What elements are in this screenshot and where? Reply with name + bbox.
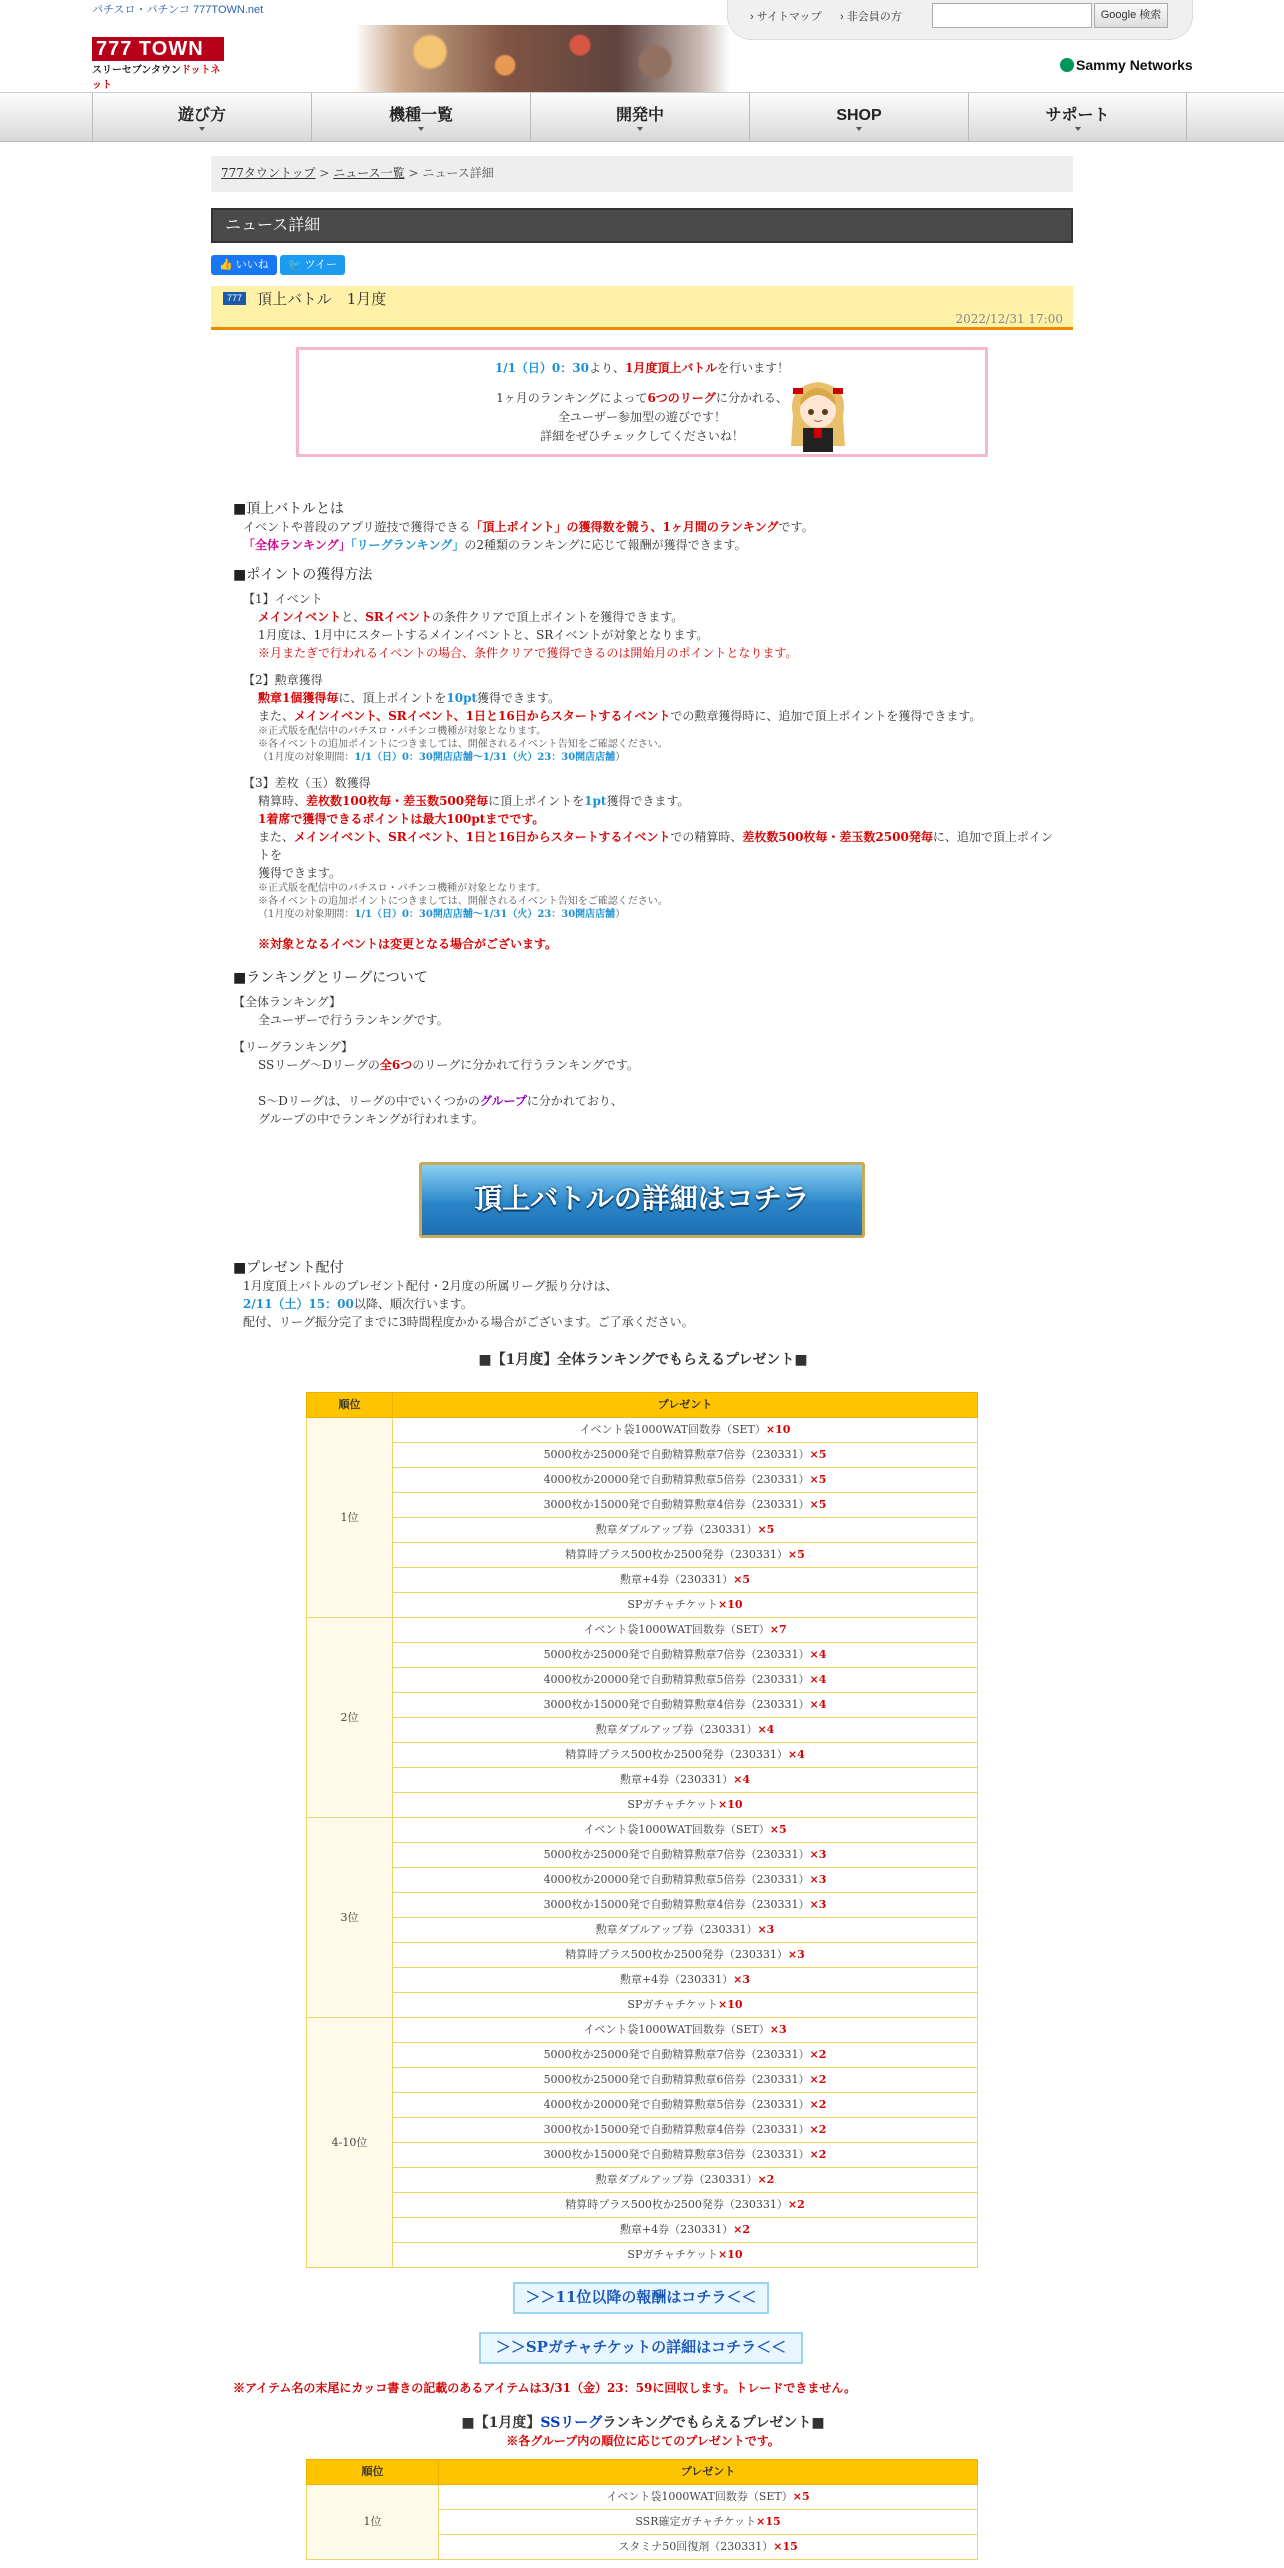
sammy-icon: [1060, 58, 1074, 72]
table-row: [307, 1943, 978, 1968]
table-row: [307, 2193, 978, 2218]
sammy-networks-logo[interactable]: Sammy Networks: [1060, 55, 1193, 76]
table-row: [307, 1668, 978, 1693]
present-cell: 精算時プラス500枚か2500発券（230331）×3: [393, 1943, 978, 1968]
section-heading: ■頂上バトルとは: [233, 501, 344, 517]
table-row: [307, 1543, 978, 1568]
breadcrumb-current: ニュース詳細: [422, 166, 494, 180]
present-cell: 4000枚か20000発で自動精算勲章5倍券（230331）×2: [393, 2093, 978, 2118]
present-cell: イベント袋1000WAT回数券（SET）×10: [393, 1418, 978, 1443]
present-cell: SPガチャチケット×10: [393, 1593, 978, 1618]
rank-cell: 1位: [307, 1418, 393, 1618]
site-logo[interactable]: [92, 37, 224, 91]
character-illustration: [783, 376, 853, 454]
present-cell: 勲章+4券（230331）×4: [393, 1768, 978, 1793]
nav-item-support[interactable]: サポート: [968, 93, 1187, 141]
present-cell: 5000枚か25000発で自動精算勲章7倍券（230331）×2: [393, 2043, 978, 2068]
breadcrumb-home[interactable]: 777タウントップ: [221, 166, 316, 180]
present-cell: SPガチャチケット×10: [393, 2243, 978, 2268]
table-row: [307, 1418, 978, 1443]
table-row: [307, 1993, 978, 2018]
present-section: ■プレゼント配付 1月度頂上バトルのプレゼント配付・2月度の所属リーグ振り分けは、 2/11（土）15：00以降、順次行います。 配付、リーグ振分完了までに3時間程度かかる場合がございます。ご了承ください。: [233, 1259, 1063, 1331]
ss-league-ranking-table: [306, 2459, 978, 2560]
present-cell: 勲章ダブルアップ券（230331）×2: [393, 2168, 978, 2193]
present-cell: 4000枚か20000発で自動精算勲章5倍券（230331）×4: [393, 1668, 978, 1693]
rank-cell: 2位: [307, 1618, 393, 1818]
present-cell: 勲章+4券（230331）×2: [393, 2218, 978, 2243]
sp-gacha-link-button[interactable]: ＞＞SPガチャチケットの詳細はコチラ＜＜: [479, 2332, 803, 2364]
table-row: [307, 1843, 978, 1868]
table-row: [307, 1968, 978, 1993]
table-row: [307, 1643, 978, 1668]
intro-box: 1/1（日）0：30より、1月度頂上バトルを行います！ 1ヶ月のランキングによって6つのリーグに分かれる、 全ユーザー参加型の遊びです！ 詳細をぜひチェックしてくださいね！: [296, 347, 988, 457]
present-cell: 勲章ダブルアップ券（230331）×5: [393, 1518, 978, 1543]
table-row: [307, 2068, 978, 2093]
present-cell: 勲章ダブルアップ券（230331）×3: [393, 1918, 978, 1943]
rank-cell: 4-10位: [307, 2018, 393, 2268]
section-heading: ■プレゼント配付: [233, 1260, 344, 1276]
table1-title: ■【1月度】全体ランキングでもらえるプレゼント■: [478, 1352, 808, 1368]
google-search-button[interactable]: Google 検索: [1094, 3, 1168, 28]
section-heading: ■ランキングとリーグについて: [233, 970, 428, 986]
item-notice: ※アイテム名の末尾にカッコ書きの記載のあるアイテムは3/31（金）23：59に回収します。トレードできません。: [233, 2381, 857, 2395]
present-cell: 5000枚か25000発で自動精算勲章7倍券（230331）×5: [393, 1443, 978, 1468]
table-row: [307, 2243, 978, 2268]
tweet-button[interactable]: 🐦 ツイー: [280, 255, 345, 275]
table-row: [307, 1593, 978, 1618]
table-row: [307, 2118, 978, 2143]
present-cell: 3000枚か15000発で自動精算勲章4倍券（230331）×4: [393, 1693, 978, 1718]
news-date: 2022/12/31 17:00: [955, 312, 1063, 326]
table-row: [307, 2218, 978, 2243]
table-row: [307, 2018, 978, 2043]
present-cell: イベント袋1000WAT回数券（SET）×5: [393, 1818, 978, 1843]
present-cell: 4000枚か20000発で自動精算勲章5倍券（230331）×3: [393, 1868, 978, 1893]
table-row: [307, 1693, 978, 1718]
present-cell: 精算時プラス500枚か2500発券（230331）×5: [393, 1543, 978, 1568]
present-cell: 勲章+4券（230331）×5: [393, 1568, 978, 1593]
news-badge: 777: [223, 292, 246, 305]
table-row: [307, 1768, 978, 1793]
breadcrumb: 777タウントップ > ニュース一覧 > ニュース詳細: [211, 156, 1073, 192]
overall-ranking-table: [306, 1392, 978, 2268]
news-title: 頂上バトル 1月度: [257, 290, 387, 308]
nonmember-link[interactable]: › 非会員の方: [840, 11, 902, 23]
table-row: [307, 1793, 978, 1818]
present-cell: 3000枚か15000発で自動精算勲章4倍券（230331）×2: [393, 2118, 978, 2143]
present-cell: SPガチャチケット×10: [393, 1793, 978, 1818]
logo-main: 777 TOWN: [92, 37, 224, 61]
table-row: [307, 1743, 978, 1768]
logo-sub: スリーセブンタウンドットネット: [92, 65, 221, 91]
sitemap-link[interactable]: › サイトマップ: [750, 11, 822, 23]
breadcrumb-news-list[interactable]: ニュース一覧: [333, 166, 405, 180]
table-header-rank: 順位: [307, 1393, 393, 1418]
table-header-present: プレゼント: [393, 1393, 978, 1418]
table-row: [307, 2485, 978, 2510]
present-cell: 5000枚か25000発で自動精算勲章7倍券（230331）×3: [393, 1843, 978, 1868]
table-row: [307, 1468, 978, 1493]
present-cell: 精算時プラス500枚か2500発券（230331）×2: [393, 2193, 978, 2218]
table-row: [307, 1918, 978, 1943]
table-row: [307, 2093, 978, 2118]
social-buttons: [211, 255, 348, 275]
rank-cell: 3位: [307, 1818, 393, 2018]
nav-item-kishu[interactable]: 機種一覧: [311, 93, 530, 141]
present-cell: SPガチャチケット×10: [393, 1993, 978, 2018]
global-nav: [0, 92, 1284, 142]
table-header-present: プレゼント: [439, 2460, 978, 2485]
battle-detail-button[interactable]: 頂上バトルの詳細はコチラ: [419, 1162, 865, 1238]
present-cell: 5000枚か25000発で自動精算勲章6倍券（230331）×2: [393, 2068, 978, 2093]
present-cell: 3000枚か15000発で自動精算勲章4倍券（230331）×5: [393, 1493, 978, 1518]
table-row: [307, 2043, 978, 2068]
present-cell: イベント袋1000WAT回数券（SET）×5: [439, 2485, 978, 2510]
table-row: [307, 1618, 978, 1643]
site-header: [0, 25, 1284, 92]
present-cell: 4000枚か20000発で自動精算勲章5倍券（230331）×5: [393, 1468, 978, 1493]
site-tagline: パチスロ・パチンコ 777TOWN.net: [92, 4, 264, 16]
nav-item-kaihatsu[interactable]: 開発中: [530, 93, 749, 141]
present-cell: 3000枚か15000発で自動精算勲章3倍券（230331）×2: [393, 2143, 978, 2168]
section-heading: ■ポイントの獲得方法: [233, 567, 373, 583]
rank-cell: 1位: [307, 2485, 439, 2560]
table-row: [307, 1568, 978, 1593]
table-row: [307, 2168, 978, 2193]
table-row: [307, 1493, 978, 1518]
present-cell: イベント袋1000WAT回数券（SET）×7: [393, 1618, 978, 1643]
header-banner-image: [355, 25, 730, 92]
table-row: [307, 2143, 978, 2168]
present-cell: 勲章ダブルアップ券（230331）×4: [393, 1718, 978, 1743]
present-cell: 勲章+4券（230331）×3: [393, 1968, 978, 1993]
nav-item-shop[interactable]: SHOP: [749, 93, 968, 141]
present-cell: 精算時プラス500枚か2500発券（230331）×4: [393, 1743, 978, 1768]
news-header: [211, 286, 1073, 330]
table-row: [307, 1868, 978, 1893]
article-body: ■頂上バトルとは イベントや普段のアプリ遊技で獲得できる「頂上ポイント」の獲得数を競う、1ヶ月間のランキングです。 「全体ランキング」「リーグランキング」の2種類のランキングに応じて報酬が獲得できます。 ■ポイントの獲得方法 【1】イベント メインイベントと、SRイベントの条件クリアで頂上ポイントを獲得できます。 1月度は、1月中にスタートするメインイベントと、SRイベントが対象となります。 ※月またぎで行われるイベントの場合、条件クリアで獲得できるのは開始月のポイントとなります。 【2】勲章獲得 勲章1個獲得毎に、頂上ポイントを10pt獲得できます。 また、メインイベント、SRイベント、1日と16日からスタートするイベントでの勲章獲得時に、追加で頂上ポイントを獲得できます。 ※正式版を配信中のパチスロ・パチンコ機種が対象となります。 ※各イベントの追加ポイントにつきましては、開催されるイベント告知をご確認ください。 （1月度の対象期間：1/1（日）0：30開店店舗～1/31（火）23：30開店店舗） 【3】差枚（玉）数獲得 精算時、差枚数100枚毎・差玉数500発毎に頂上ポイントを1pt獲得できます。 1着席で獲得できるポイントは最大100ptまでです。 また、メインイベント、SRイベント、1日と16日からスタートするイベントでの精算時、差枚数500枚毎・差玉数2500発毎に、追加で頂上ポイントを 獲得できます。 ※正式版を配信中のパチスロ・パチンコ機種が対象となります。 ※各イベントの追加ポイントにつきましては、開催されるイベント告知をご確認ください。 （1月度の対象期間：1/1（日）0：30開店店舗～1/31（火）23：30開店店舗） ※対象となるイベントは変更となる場合がございます。 ■ランキングとリーグについて 【全体ランキング】 全ユーザーで行うランキングです。 【リーグランキング】 SSリーグ～Dリーグの全6つのリーグに分かれて行うランキングです。 S～Dリーグは、リーグの中でいくつかのグループに分かれており、 グループの中でランキングが行われます。: [233, 500, 1063, 1128]
present-cell: イベント袋1000WAT回数券（SET）×3: [393, 2018, 978, 2043]
present-cell: SSR確定ガチャチケット×15: [439, 2510, 978, 2535]
table-row: [307, 1893, 978, 1918]
present-cell: 5000枚か25000発で自動精算勲章7倍券（230331）×4: [393, 1643, 978, 1668]
nav-item-asobikata[interactable]: 遊び方: [92, 93, 311, 141]
rank11-link-button[interactable]: ＞＞11位以降の報酬はコチラ＜＜: [513, 2282, 769, 2314]
table-row: [307, 1443, 978, 1468]
table2-subtitle: ※各グループ内の順位に応じてのプレゼントです。: [506, 2434, 780, 2448]
table-row: [307, 1818, 978, 1843]
present-cell: 3000枚か15000発で自動精算勲章4倍券（230331）×3: [393, 1893, 978, 1918]
table-row: [307, 1518, 978, 1543]
table-header-rank: 順位: [307, 2460, 439, 2485]
table-row: [307, 1718, 978, 1743]
facebook-like-button[interactable]: 👍 いいね: [211, 255, 277, 275]
table2-title: ■【1月度】SSリーグランキングでもらえるプレゼント■: [461, 2415, 825, 2431]
page-title: ニュース詳細: [211, 208, 1073, 243]
present-cell: スタミナ50回復剤（230331）×15: [439, 2535, 978, 2560]
